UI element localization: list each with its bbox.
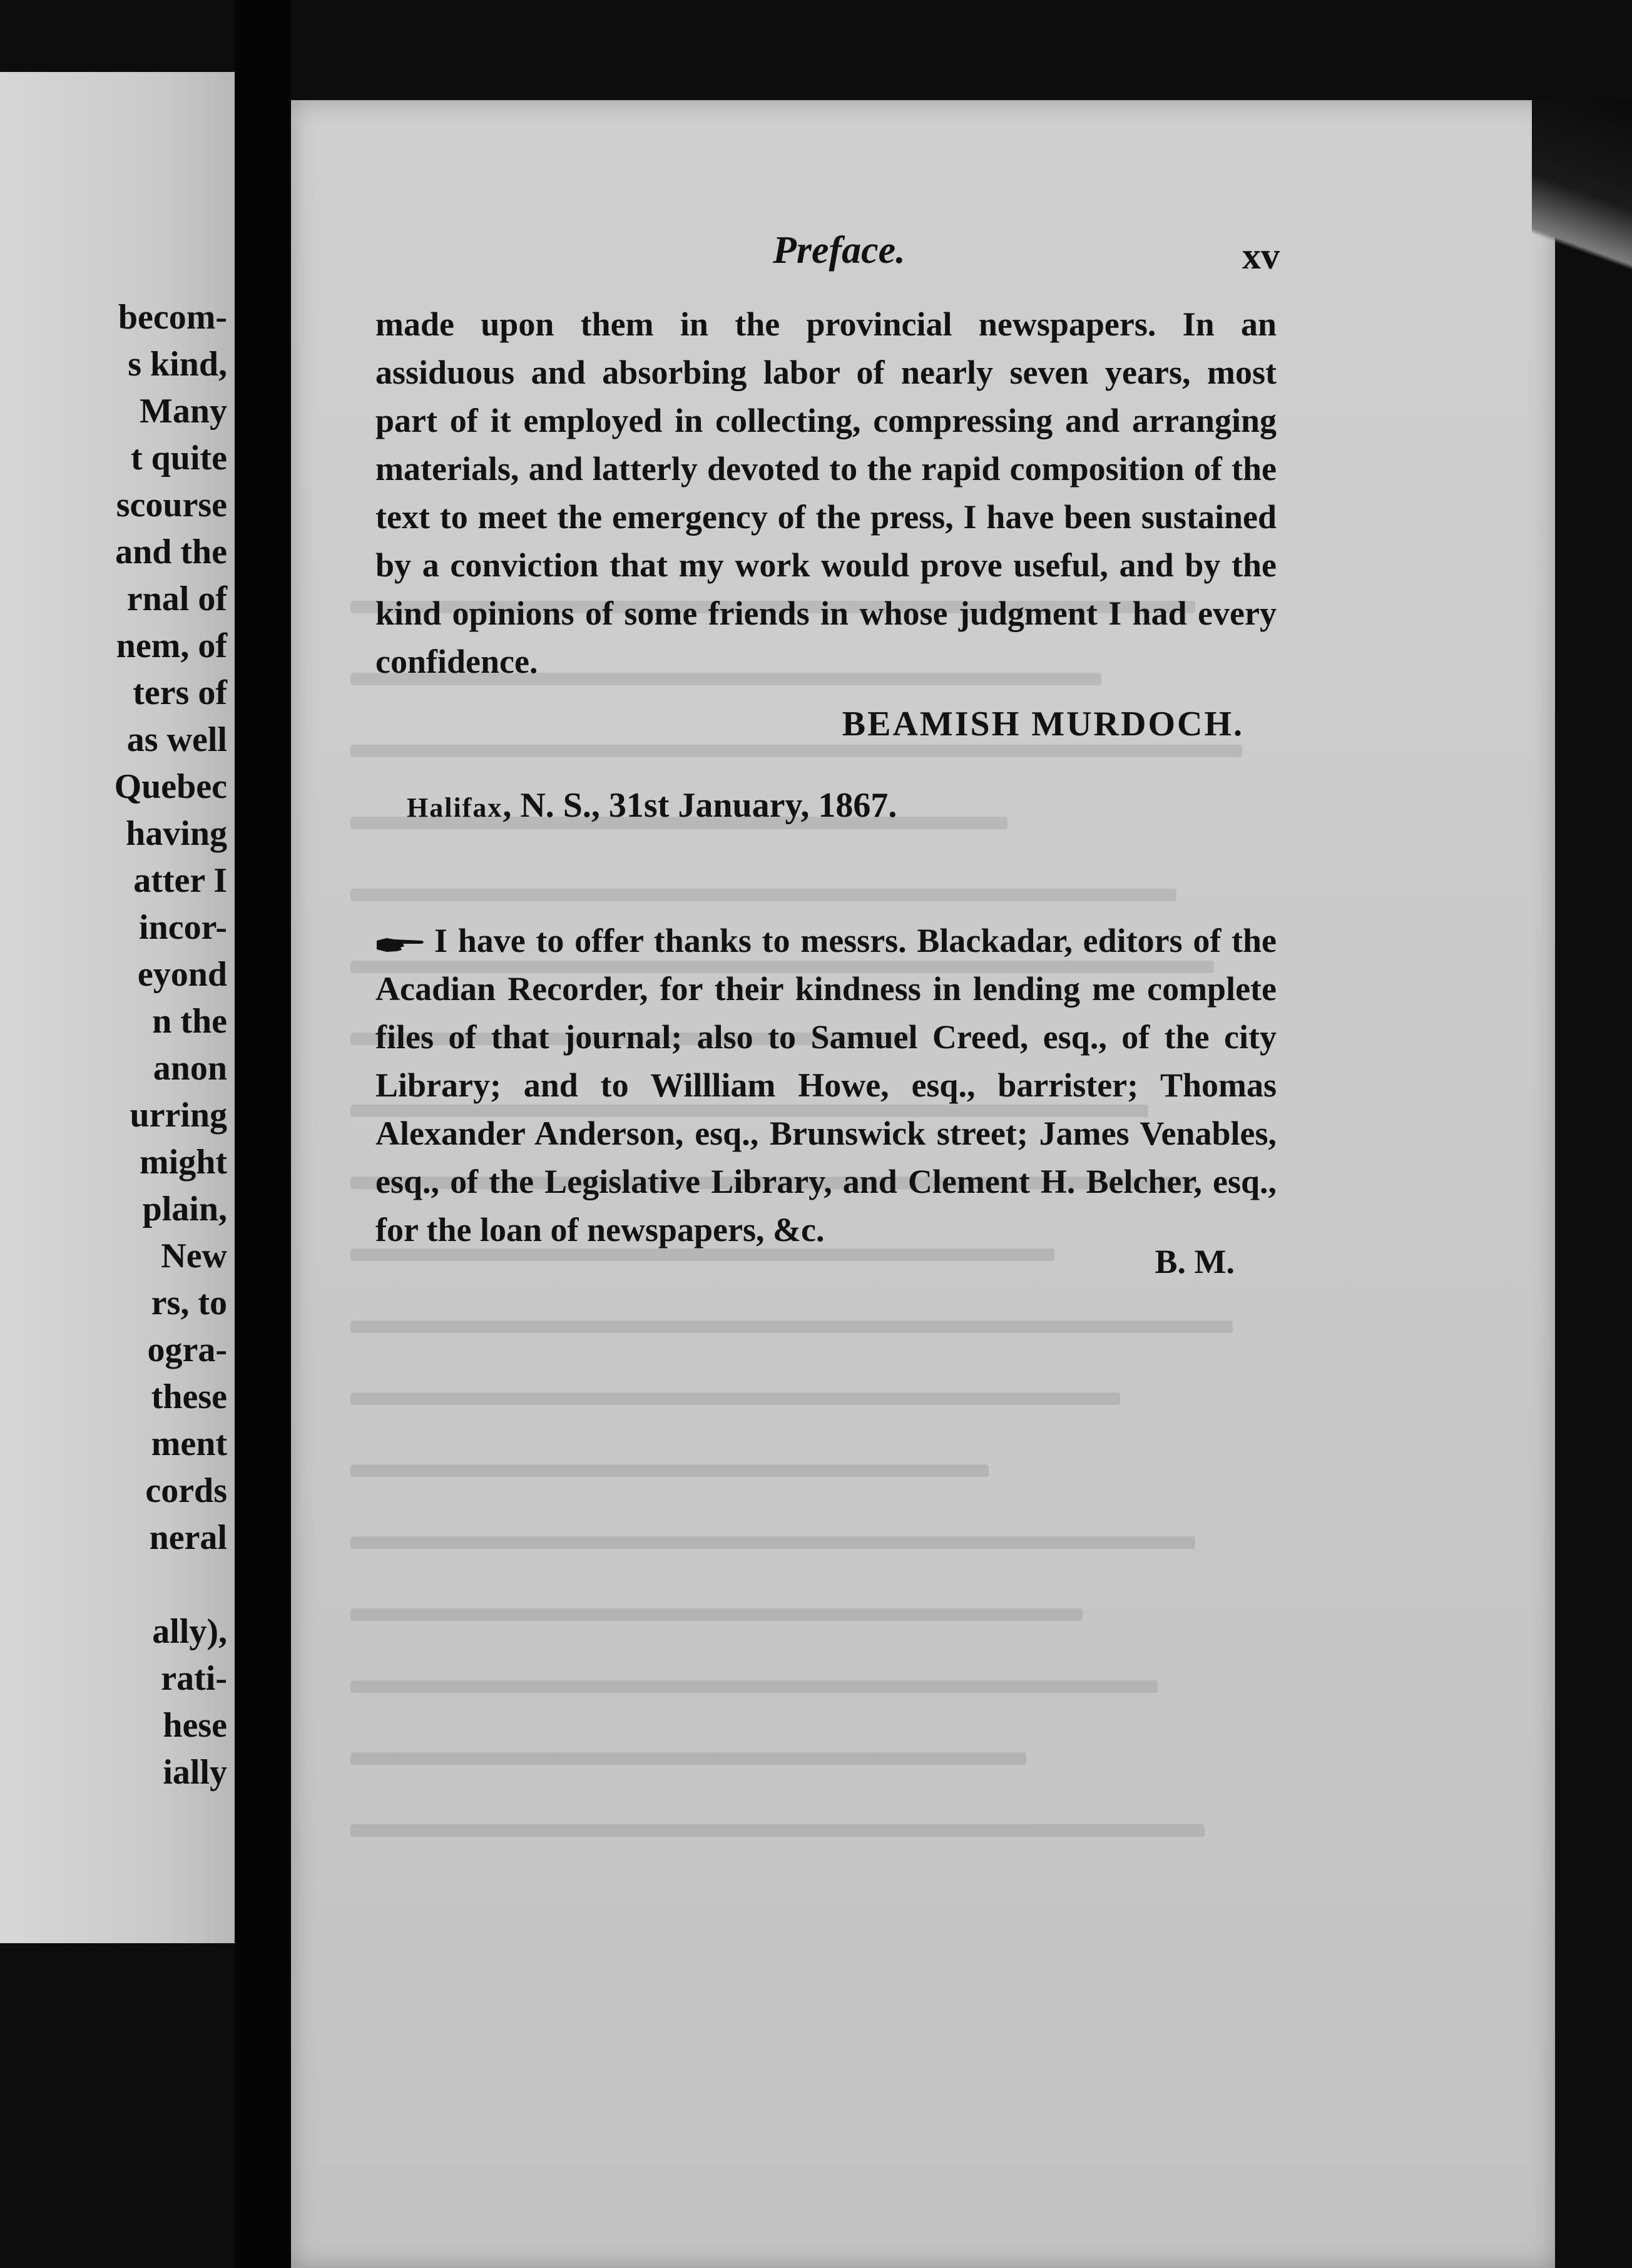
left-page-fragment: hese: [163, 1706, 227, 1745]
acknowledgement-paragraph: [375, 917, 1277, 1254]
left-facing-page: [0, 72, 235, 1943]
left-page-fragment: these: [151, 1377, 227, 1416]
closing-paragraph: made upon them in the provincial newspapers. In an assiduous and absorbing labor of nearly seven years, most part of it employed in collecting, compressing and arranging materials, and latterly devoted to the rapid composition of the text to meet the emergency of the press, I have been sustained by a conviction that my work would prove useful, and by the kind opinions of some friends in whose judgment I had every confidence.: [375, 305, 1277, 680]
left-page-fragment: cords: [145, 1471, 227, 1510]
left-page-fragment: rs, to: [151, 1284, 227, 1322]
left-page-fragment: having: [126, 814, 227, 853]
left-page-fragment: ogra-: [147, 1331, 227, 1369]
left-page-fragment: n the: [152, 1002, 227, 1041]
left-page-fragment: atter I: [133, 861, 227, 900]
acknowledgement-text: I have to offer thanks to messrs. Blackadar, editors of the Acadian Recorder, for their kindness in lending me complete files of that journal; also to Samuel Creed, esq., of the city Library; and to Willliam Howe, esq., barrister; Thomas Alexander Anderson, esq., Brunswick street; James Venables, esq., of the Legislative Library, and Clement H. Belcher, esq., for the loan of newspapers, &c.: [375, 922, 1277, 1249]
left-page-fragment: Quebec: [114, 767, 227, 806]
left-page-fragment: becom-: [118, 298, 227, 337]
left-page-fragment: might: [140, 1143, 227, 1182]
left-page-fragment: urring: [130, 1096, 227, 1135]
author-initials: B. M.: [1155, 1243, 1235, 1280]
page-corner-fold: [1532, 100, 1632, 338]
left-page-fragment: eyond: [137, 955, 227, 994]
left-page-fragment: ally),: [152, 1612, 227, 1651]
page-number: xv: [1242, 235, 1280, 277]
dateline-date: , N. S., 31st January, 1867.: [502, 786, 897, 825]
running-head: Preface.: [773, 229, 905, 272]
left-page-fragment: ters of: [133, 673, 227, 712]
left-page-fragment: Many: [140, 392, 227, 431]
left-page-fragment: neral: [149, 1518, 227, 1557]
author-signature: BEAMISH MURDOCH.: [842, 705, 1244, 743]
left-page-text-fragments: [115, 294, 227, 1796]
book-gutter: [235, 0, 291, 2268]
pointing-hand-icon: [375, 934, 426, 954]
dateline-place: Halifax: [407, 792, 503, 823]
left-page-fragment: as well: [126, 720, 227, 759]
left-page-fragment: New: [161, 1237, 227, 1275]
left-page-fragment: rati-: [161, 1659, 227, 1698]
left-page-fragment: anon: [153, 1049, 227, 1088]
left-page-fragment: plain,: [142, 1190, 227, 1228]
left-page-fragment: ially: [163, 1753, 227, 1792]
left-page-fragment: scourse: [116, 486, 227, 524]
dateline: [407, 785, 897, 825]
left-page-fragment: incor-: [139, 908, 227, 947]
left-page-fragment: nem, of: [116, 626, 227, 665]
left-page-fragment: [115, 1561, 227, 1608]
left-page-fragment: s kind,: [128, 345, 227, 384]
left-page-fragment: ment: [151, 1424, 227, 1463]
left-page-fragment: and the: [115, 533, 227, 571]
left-page-fragment: rnal of: [126, 580, 227, 618]
left-page-fragment: t quite: [131, 439, 227, 478]
